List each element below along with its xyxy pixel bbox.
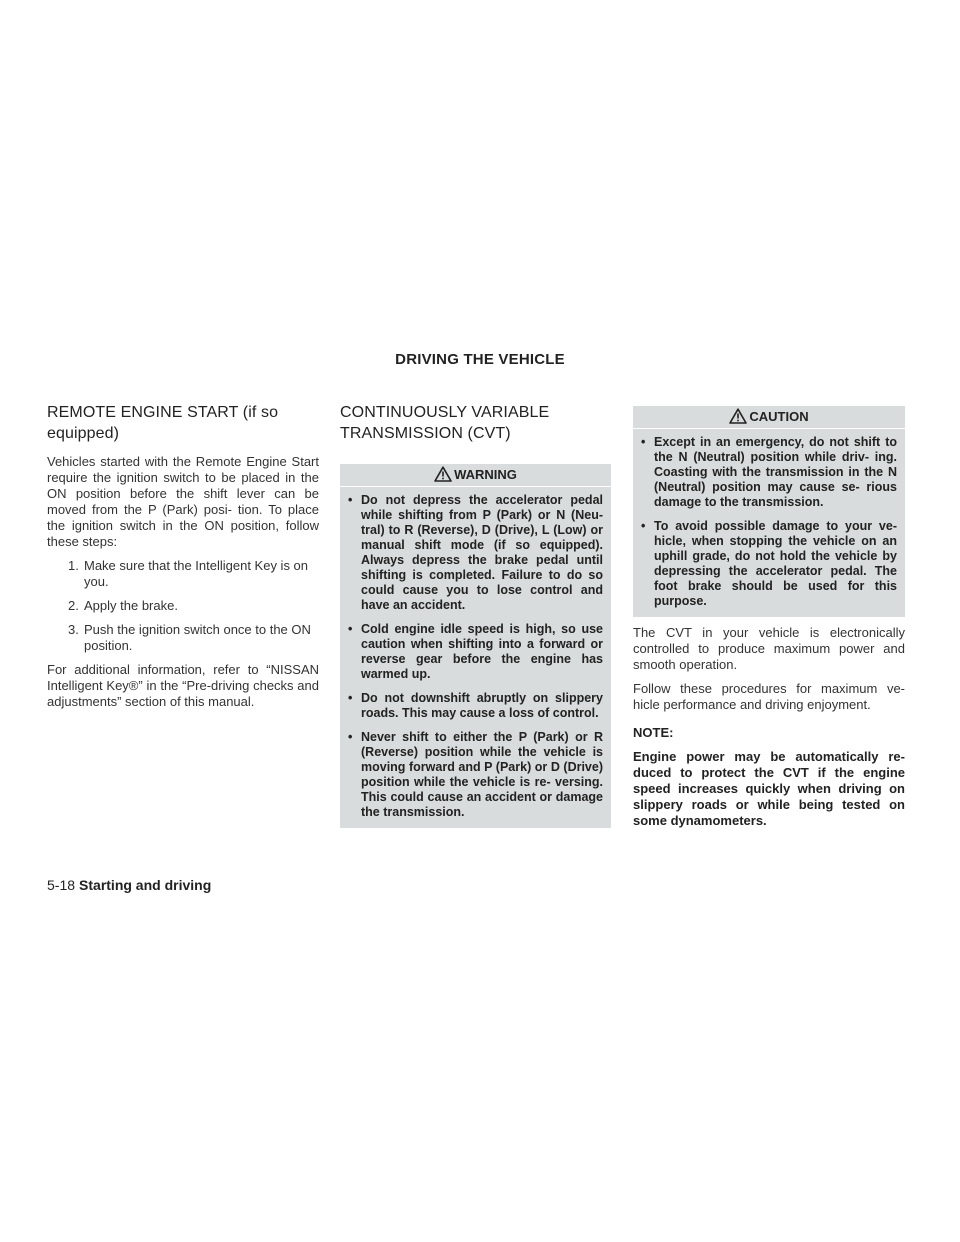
warning-list bbox=[340, 493, 611, 820]
list-item bbox=[348, 691, 603, 721]
list-item bbox=[47, 598, 319, 614]
note-text: Engine power may be automatically re- duced to protect the CVT if the engine speed increases quickly when driving on slippery roads or while being tested on some dynamometers. bbox=[633, 749, 905, 828]
caution-list bbox=[633, 435, 905, 609]
step-text: Apply the brake. bbox=[84, 598, 178, 613]
list-item bbox=[47, 558, 319, 590]
note-label: NOTE: bbox=[633, 725, 674, 740]
list-item bbox=[641, 435, 897, 510]
step-number: 1. bbox=[68, 558, 79, 573]
bullet: • bbox=[348, 691, 353, 705]
warning-title: WARNING bbox=[454, 467, 517, 482]
bullet: • bbox=[641, 519, 646, 533]
step-text: Make sure that the Intelligent Key is on you. bbox=[84, 558, 309, 589]
warning-header bbox=[340, 464, 611, 487]
list-item bbox=[348, 493, 603, 613]
cvt-description: The CVT in your vehicle is electronically controlled to produce maximum power and smooth operation. bbox=[633, 625, 905, 672]
warning-text: Do not downshift abruptly on slippery roads. This may cause a loss of control. bbox=[361, 691, 603, 720]
bullet: • bbox=[348, 493, 353, 507]
remote-engine-start-outro: For additional information, refer to “NISSAN Intelligent Key®” in the “Pre-driving checks and adjustments” section of this manual. bbox=[47, 662, 319, 709]
remote-engine-start-intro: Vehicles started with the Remote Engine Start require the ignition switch to be placed in the ON position before the shift lever can be moved from the P (Park) posi- tion. To place the ignition switch in the ON position, follow these steps: bbox=[47, 454, 319, 549]
caution-box bbox=[633, 406, 905, 617]
step-number: 2. bbox=[68, 598, 79, 613]
caution-title: CAUTION bbox=[749, 409, 809, 424]
cvt-procedures-intro: Follow these procedures for maximum ve- hicle performance and driving enjoyment. bbox=[633, 681, 905, 712]
caution-text: To avoid possible damage to your ve- hicle, when stopping the vehicle on an uphill grade, do not hold the vehicle by depressing the accelerator pedal. The foot brake should be used for this purpose. bbox=[654, 519, 897, 608]
list-item bbox=[348, 730, 603, 820]
section-header: DRIVING THE VEHICLE bbox=[395, 351, 565, 368]
list-item bbox=[47, 622, 319, 654]
caution-header bbox=[633, 406, 905, 429]
footer-section-title: Starting and driving bbox=[79, 877, 212, 893]
page-footer bbox=[47, 877, 211, 893]
list-item bbox=[641, 519, 897, 609]
caution-triangle-icon bbox=[729, 408, 747, 424]
bullet: • bbox=[348, 622, 353, 636]
warning-text: Do not depress the accelerator pedal while shifting from P (Park) or N (Neu- tral) to R (Reverse), D (Drive), L (Low) or manual shift mode (if so equipped). Always depress the brake pedal until shifting is completed. Failure to do so could cause you to lose control and have an accident. bbox=[361, 493, 603, 612]
bullet: • bbox=[641, 435, 646, 449]
warning-text: Never shift to either the P (Park) or R (Reverse) position while the vehicle is moving forward and P (Park) or D (Drive) position while the vehicle is re- versing. This could cause an accident or damage the transmission. bbox=[361, 730, 603, 819]
bullet: • bbox=[348, 730, 353, 744]
cvt-heading: CONTINUOUSLY VARIABLE TRANSMISSION (CVT) bbox=[340, 404, 550, 442]
steps-list bbox=[47, 558, 319, 654]
cvt-column bbox=[340, 402, 611, 828]
list-item bbox=[348, 622, 603, 682]
step-number: 3. bbox=[68, 622, 79, 637]
caution-text: Except in an emergency, do not shift to the N (Neutral) position while driv- ing. Coasting with the transmission in the N (Neutral) position may cause se- rious damage to the transmission. bbox=[654, 435, 897, 509]
warning-box bbox=[340, 464, 611, 828]
cvt-continued-column bbox=[633, 406, 905, 829]
warning-text: Cold engine idle speed is high, so use caution when shifting into a forward or reverse gear before the engine has warmed up. bbox=[361, 622, 603, 681]
step-text: Push the ignition switch once to the ON position. bbox=[84, 622, 311, 653]
remote-engine-start-column bbox=[47, 402, 319, 718]
warning-triangle-icon bbox=[434, 466, 452, 482]
page-number: 5-18 bbox=[47, 877, 76, 893]
remote-engine-start-heading: REMOTE ENGINE START (if so equipped) bbox=[47, 404, 279, 442]
